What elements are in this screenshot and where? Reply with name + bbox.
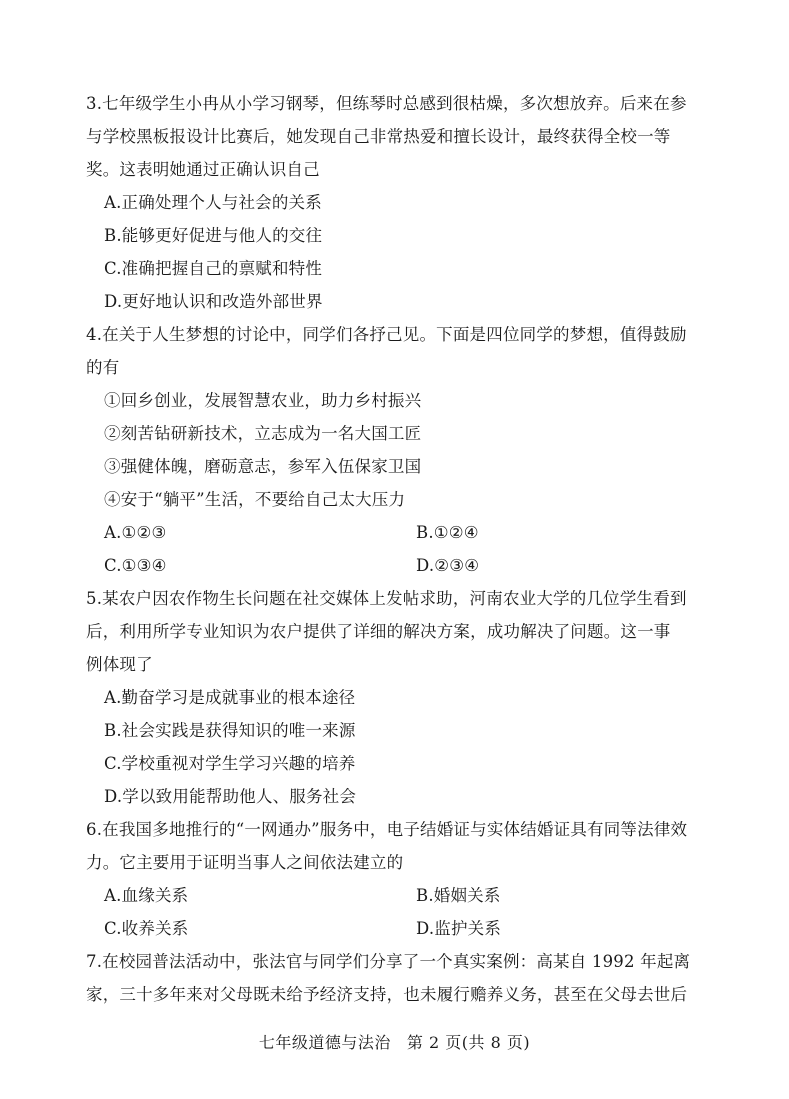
q3-option-c: C.准确把握自己的禀赋和特性 <box>104 259 323 278</box>
q4-option-b: B.①②④ <box>416 523 479 542</box>
q5-option-a: A.勤奋学习是成就事业的根本途径 <box>104 688 356 707</box>
q3-stem-line-1: 3.七年级学生小冉从小学习钢琴，但练琴时总感到很枯燥，多次想放弃。后来在参 <box>86 94 687 113</box>
q3-stem-line-2: 与学校黑板报设计比赛后，她发现自己非常热爱和擅长设计，最终获得全校一等 <box>86 127 671 146</box>
q7-stem-line-2: 家，三十多年来对父母既未给予经济支持，也未履行赡养义务，甚至在父母去世后 <box>86 985 688 1004</box>
q4-item-2: ②刻苦钻研新技术，立志成为一名大国工匠 <box>104 424 422 443</box>
footer-subject: 七年级道德与法治 <box>258 1033 391 1052</box>
q5-option-c: C.学校重视对学生学习兴趣的培养 <box>104 754 356 773</box>
q3-stem-line-3: 奖。这表明她通过正确认识自己 <box>86 160 320 179</box>
q3-option-a: A.正确处理个人与社会的关系 <box>104 193 322 212</box>
q4-stem-line-1: 4.在关于人生梦想的讨论中，同学们各抒己见。下面是四位同学的梦想，值得鼓励 <box>86 325 687 344</box>
q5-stem-line-1: 5.某农户因农作物生长问题在社交媒体上发帖求助，河南农业大学的几位学生看到 <box>86 589 687 608</box>
q4-option-a: A.①②③ <box>104 523 167 542</box>
q6-stem-line-2: 力。它主要用于证明当事人之间依法建立的 <box>86 853 404 872</box>
q6-option-c: C.收养关系 <box>104 919 189 938</box>
q4-item-4: ④安于“躺平”生活，不要给自己太大压力 <box>104 490 406 509</box>
q5-stem-line-2: 后，利用所学专业知识为农户提供了详细的解决方案，成功解决了问题。这一事 <box>86 622 671 641</box>
q6-option-a: A.血缘关系 <box>104 886 189 905</box>
q6-option-b: B.婚姻关系 <box>416 886 501 905</box>
q4-item-1: ①回乡创业，发展智慧农业，助力乡村振兴 <box>104 391 422 410</box>
page-footer <box>0 1030 789 1053</box>
q4-option-d: D.②③④ <box>416 556 480 575</box>
q4-stem-line-2: 的有 <box>86 358 120 377</box>
q3-option-d: D.更好地认识和改造外部世界 <box>104 292 323 311</box>
q5-option-d: D.学以致用能帮助他人、服务社会 <box>104 787 357 806</box>
q4-option-c: C.①③④ <box>104 556 167 575</box>
q7-stem-line-1: 7.在校园普法活动中，张法官与同学们分享了一个真实案例：高某自 1992 年起离 <box>86 952 691 971</box>
q4-item-3: ③强健体魄，磨砺意志，参军入伍保家卫国 <box>104 457 422 476</box>
q6-stem-line-1: 6.在我国多地推行的“一网通办”服务中，电子结婚证与实体结婚证具有同等法律效 <box>86 820 688 839</box>
q5-option-b: B.社会实践是获得知识的唯一来源 <box>104 721 356 740</box>
q6-option-d: D.监护关系 <box>416 919 502 938</box>
footer-page-number: 第 2 页(共 8 页) <box>406 1033 531 1052</box>
q5-stem-line-3: 例体现了 <box>86 655 153 674</box>
q3-option-b: B.能够更好促进与他人的交往 <box>104 226 323 245</box>
